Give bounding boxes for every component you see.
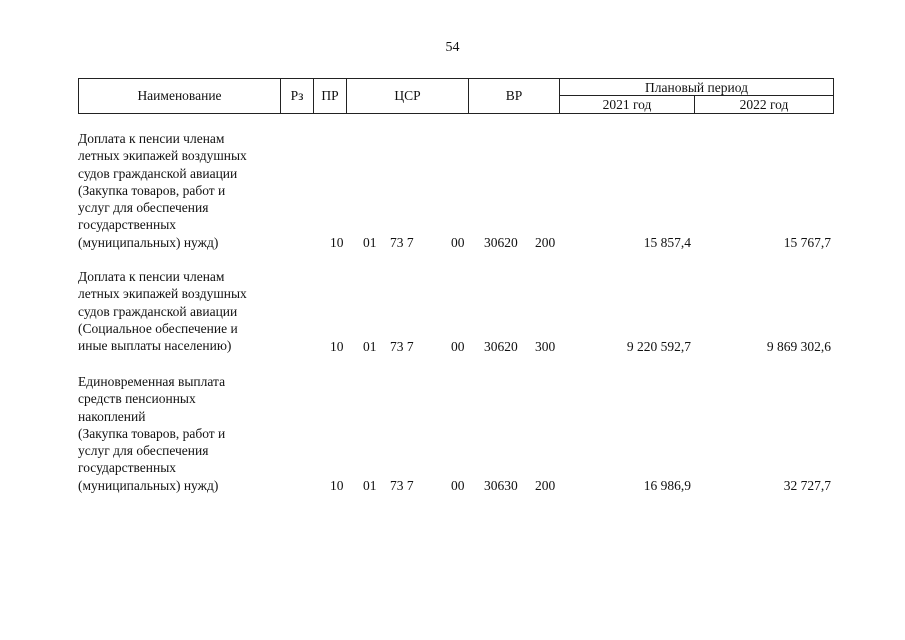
row-amount-2021: 16 986,9 [643, 478, 691, 493]
row-name: Единовременная выплата средств пенсионных накоплений (Закупка товаров, работ и услуг для обеспечения государственных (муниципальных) нужд) [78, 374, 226, 493]
header-year-2021: 2021 год [560, 96, 695, 113]
row-csr-subprogram: 00 [451, 235, 465, 250]
row-csr-program: 73 7 [390, 478, 414, 493]
table-row [0, 130, 905, 251]
header-year-2022: 2022 год [739, 97, 789, 112]
row-csr-direction: 30620 [484, 235, 518, 250]
row-name: Доплата к пенсии членам летных экипажей воздушных судов гражданской авиации (Социальное обеспечение и иные выплаты населению) [78, 269, 247, 354]
row-amount-2022: 9 869 302,6 [766, 339, 831, 354]
header-planned-period [560, 79, 833, 113]
row-csr-direction: 30630 [484, 478, 518, 493]
row-rz: 10 [330, 235, 344, 250]
row-rz: 10 [330, 478, 344, 493]
table-row [0, 268, 905, 355]
row-vr: 200 [535, 478, 556, 493]
header-name: Наименование [79, 79, 281, 113]
row-vr: 300 [535, 339, 556, 354]
row-name: Доплата к пенсии членам летных экипажей воздушных судов гражданской авиации (Закупка товаров, работ и услуг для обеспечения государственных (муниципальных) нужд) [78, 131, 247, 250]
header-rz: Рз [281, 79, 314, 113]
row-rz: 10 [330, 339, 344, 354]
row-csr-subprogram: 00 [451, 478, 465, 493]
row-pr: 01 [363, 235, 377, 250]
row-csr-program: 73 7 [390, 235, 414, 250]
row-amount-2021: 15 857,4 [643, 235, 691, 250]
row-csr-subprogram: 00 [451, 339, 465, 354]
row-amount-2022: 32 727,7 [783, 478, 831, 493]
row-amount-2022: 15 767,7 [783, 235, 831, 250]
row-pr: 01 [363, 478, 377, 493]
row-csr-program: 73 7 [390, 339, 414, 354]
header-planned-title: Плановый период [560, 79, 833, 96]
table-header [78, 78, 834, 114]
row-csr-direction: 30620 [484, 339, 518, 354]
page-number: 54 [445, 40, 460, 55]
row-pr: 01 [363, 339, 377, 354]
row-amount-2021: 9 220 592,7 [626, 339, 691, 354]
header-csr: ЦСР [347, 79, 469, 113]
header-pr: ПР [314, 79, 347, 113]
header-vr: ВР [469, 79, 560, 113]
table-row [0, 373, 905, 494]
row-vr: 200 [535, 235, 556, 250]
